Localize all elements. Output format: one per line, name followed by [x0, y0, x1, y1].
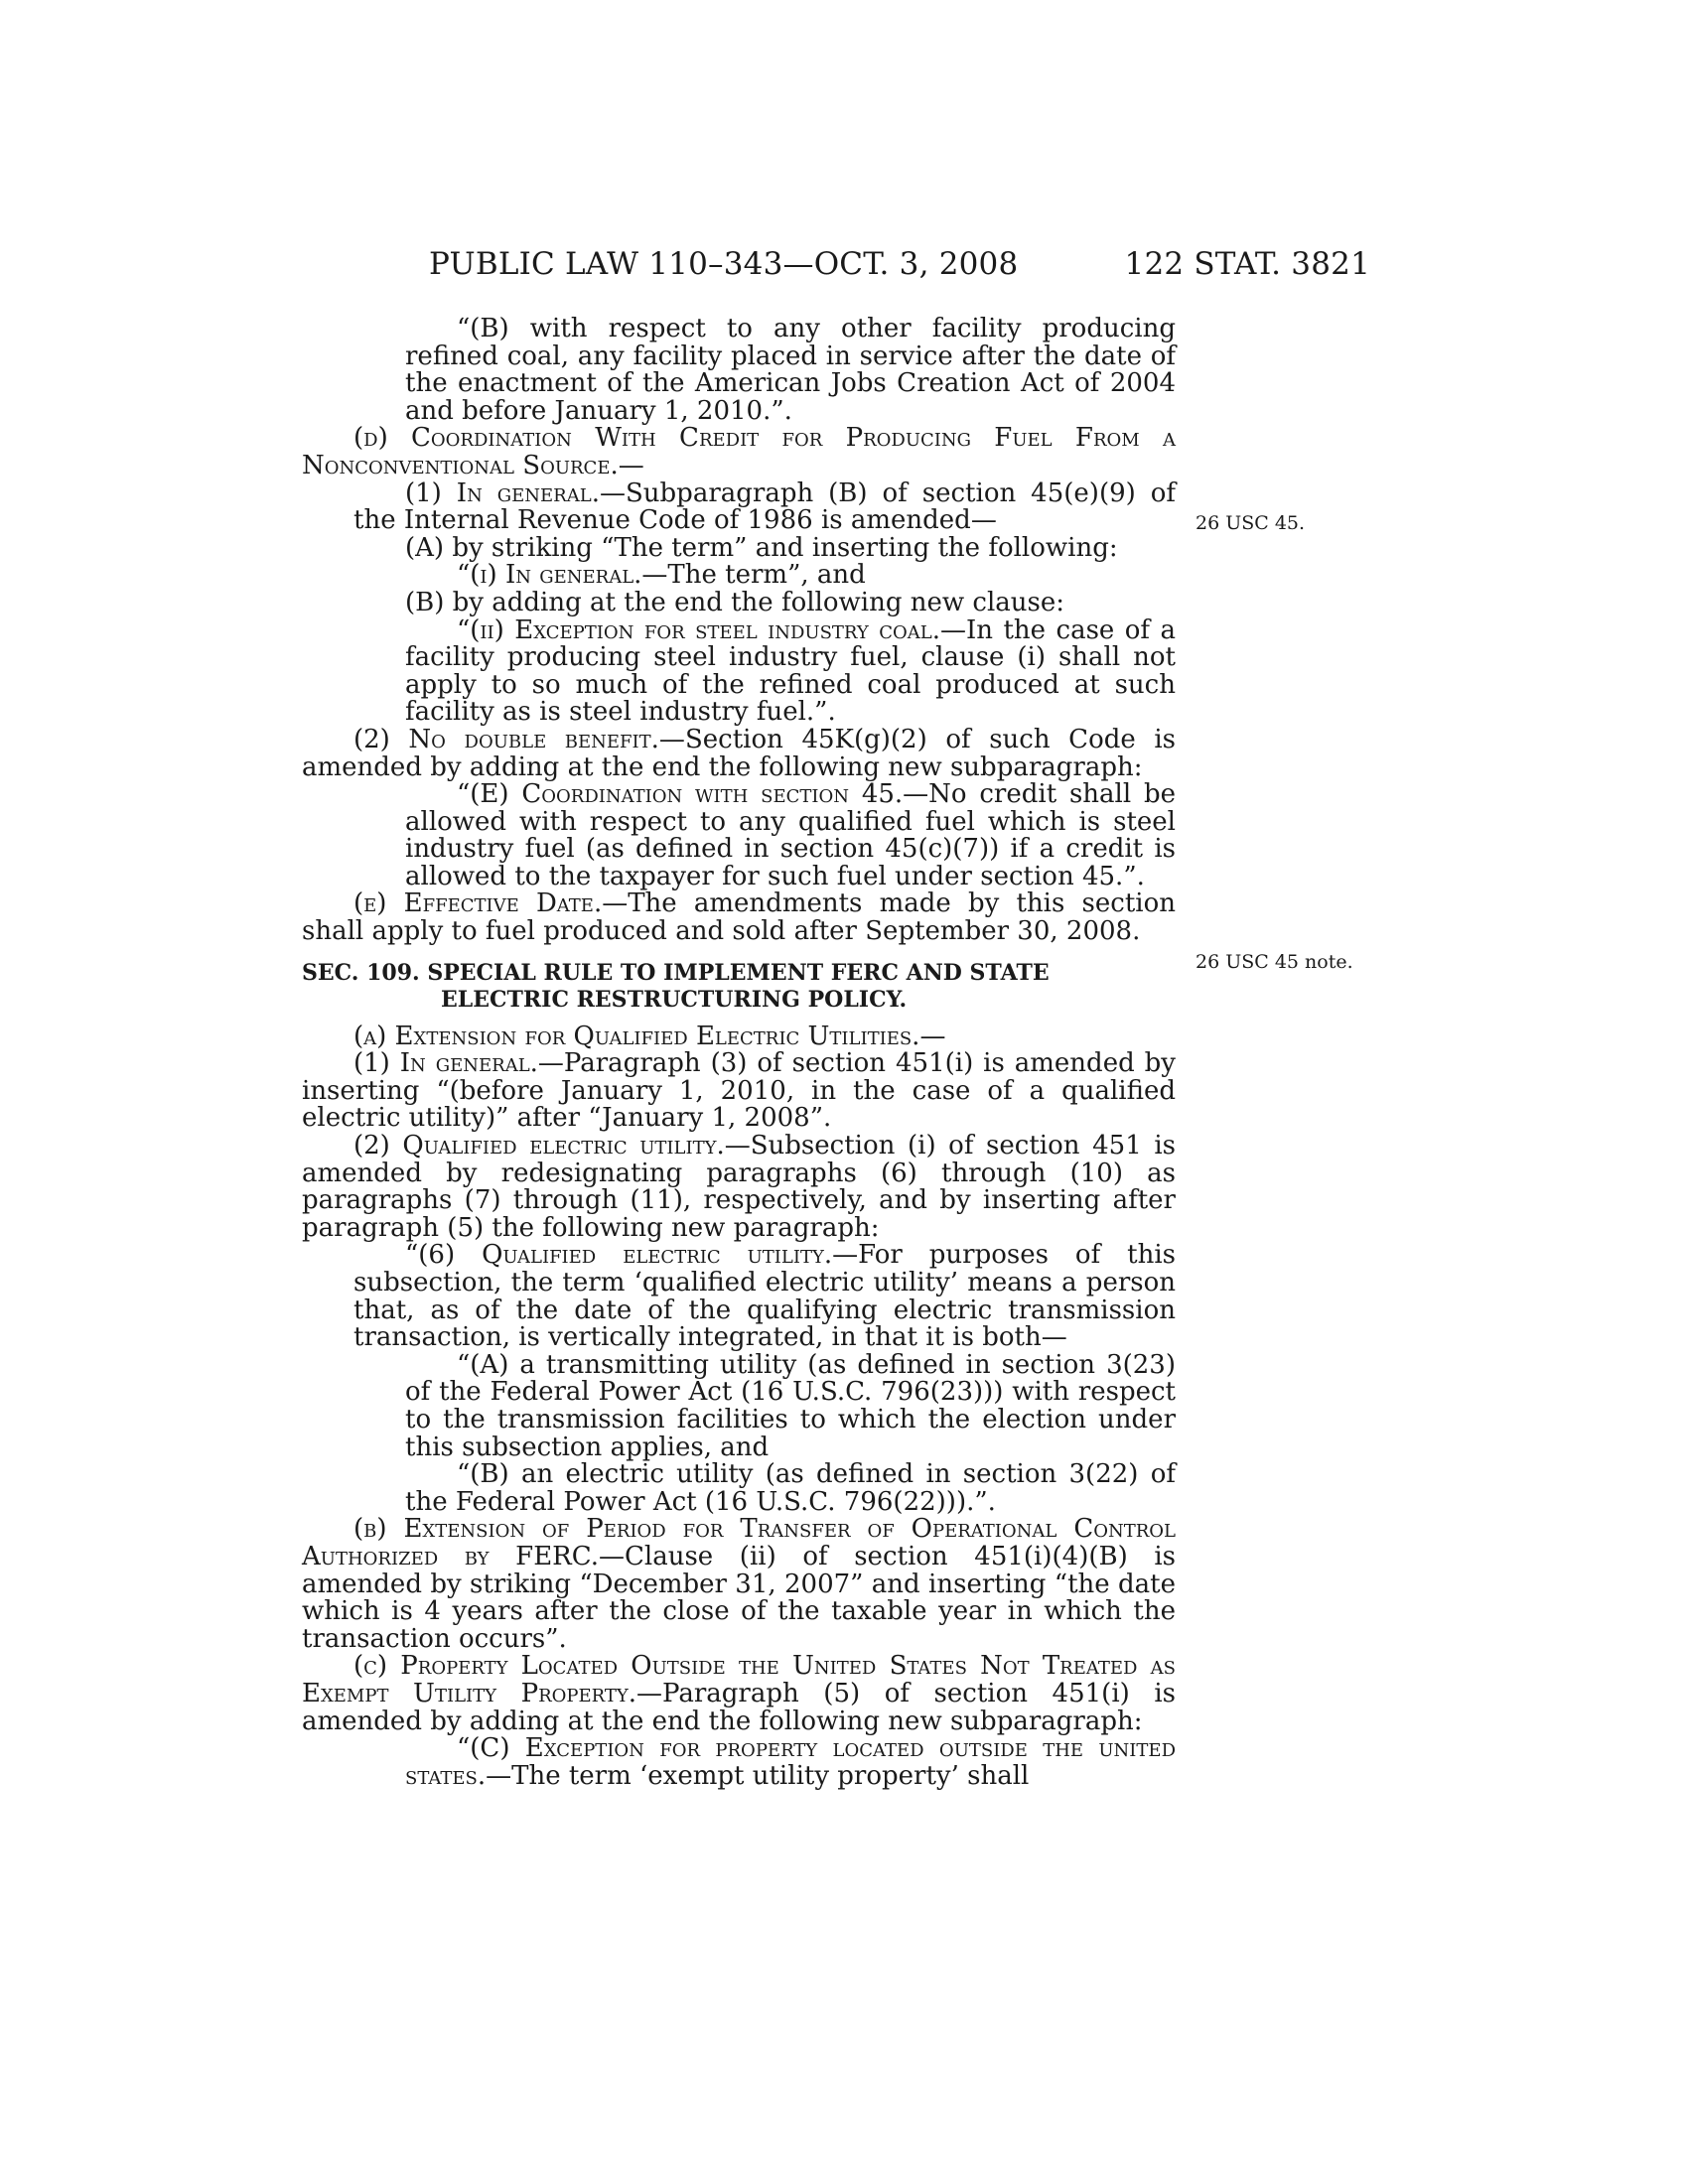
d2-heading: (2) No double benefit.—	[353, 724, 685, 754]
d1B-ii-text: In the case of a facility producing steel industry fuel, clause (i) shall not apply to so much of the refined coal produced at such facility as is steel industry fuel.”.	[405, 614, 1176, 728]
clause-d1A: (A) by striking “The term” and inserting the following:	[405, 532, 1118, 563]
subsection-c	[302, 1653, 1176, 1735]
cC-text: The term ‘exempt utility property’ shall	[511, 1760, 1030, 1791]
cC-heading: “(C) Exception for property located outside the united states.—	[405, 1733, 1176, 1791]
e-heading: (e) Effective Date.—	[353, 888, 629, 919]
e-text: The amendments made by this section shall apply to fuel produced and sold after September 30, 2008.	[302, 888, 1176, 947]
statute-page-number: 122 STAT. 3821	[1124, 246, 1370, 282]
public-law-citation: PUBLIC LAW 110–343—OCT. 3, 2008	[429, 246, 1019, 282]
d1B-ii-heading: “(ii) Exception for steel industry coal.—	[457, 614, 966, 645]
document-body	[302, 316, 1176, 1790]
section-109-heading: SEC. 109. SPECIAL RULE TO IMPLEMENT FERC AND STATE ELECTRIC RESTRUCTURING POLICY.	[302, 959, 1050, 1013]
d1-text: Subparagraph (B) of section 45(e)(9) of the Internal Revenue Code of 1986 is amended—	[353, 478, 1177, 536]
a2-text: Subsection (i) of section 451 is amended by redesignating paragraphs (6) through (10) as paragraphs (7) through (11), respectively, and by inserting after paragraph (5) the following new paragraph:	[302, 1131, 1176, 1243]
paragraph-d1	[302, 480, 1176, 535]
a6-text: For purposes of this subsection, the term ‘qualified electric utility’ means a person that, as of the date of the qualifying electric transmission transaction, is vertically integrated, in that it is both—	[353, 1240, 1176, 1353]
subparagraph-d2E	[302, 781, 1176, 890]
clause-d1B-ii	[302, 614, 1176, 728]
subsection-b	[302, 1516, 1176, 1653]
paragraph-B-refined-coal: “(B) with respect to any other facility producing refined coal, any facility placed in service after the date of the enactment of the American Jobs Creation Act of 2004 and before January 1, 2010.”.	[405, 314, 1176, 426]
paragraph-a2	[302, 1133, 1176, 1242]
paragraph-a6	[302, 1242, 1176, 1351]
clause-d1A-i	[302, 562, 1176, 590]
margin-note-26-usc-45-note: 26 USC 45 note.	[1196, 951, 1353, 973]
paragraph-a1	[302, 1050, 1176, 1133]
subsection-d-heading: (d) Coordination With Credit for Producing Fuel From a Nonconventional Source.—	[302, 423, 1176, 480]
subparagraph-a6B: “(B) an electric utility (as defined in section 3(22) of the Federal Power Act (16 U.S.C. 796(22))).”.	[405, 1459, 1176, 1517]
d1A-i-text: The term”, and	[667, 560, 866, 591]
c-heading: (c) Property Located Outside the United States Not Treated as Exempt Utility Property.—	[302, 1651, 1176, 1708]
paragraph-d2	[302, 724, 1177, 782]
d2E-text: No credit shall be allowed with respect to any qualified fuel which is steel industry fuel (as defined in section 45(c)(7)) if a credit is allowed to the taxpayer for such fuel under section 45.”.	[405, 779, 1176, 891]
a1-heading: (1) In general.—	[353, 1048, 564, 1079]
b-heading: (b) Extension of Period for Transfer of Operational Control Authorized by FERC.—	[302, 1514, 1176, 1571]
subsection-e	[302, 890, 1176, 945]
d2E-heading: “(E) Coordination with section 45.—	[457, 779, 929, 810]
c-text: Paragraph (5) of section 451(i) is amended by adding at the end the following new subparagraph:	[302, 1678, 1176, 1736]
a2-heading: (2) Qualified electric utility.—	[353, 1131, 751, 1161]
subsection-a-heading: (a) Extension for Qualified Electric Utilities.—	[353, 1021, 946, 1051]
margin-note-26-usc-45: 26 USC 45.	[1196, 512, 1306, 534]
subparagraph-a6A: “(A) a transmitting utility (as defined in section 3(23) of the Federal Power Act (16 U.S.C. 796(23))) with respect to the transmission facilities to which the election under this subsection applies, and	[405, 1349, 1176, 1462]
d1A-i-heading: “(i) In general.—	[457, 560, 668, 591]
page-header	[429, 246, 1370, 290]
b-text: Clause (ii) of section 451(i)(4)(B) is amended by striking “December 31, 2007” and inserting “the date which is 4 years after the close of the taxable year in which the transaction occurs”.	[302, 1541, 1176, 1654]
d2-text: Section 45K(g)(2) of such Code is amended by adding at the end the following new subparagraph:	[302, 724, 1177, 782]
clause-d1B: (B) by adding at the end the following new clause:	[405, 587, 1065, 617]
a1-text: Paragraph (3) of section 451(i) is amended by inserting “(before January 1, 2010, in the case of a qualified electric utility)” after “January 1, 2008”.	[302, 1048, 1176, 1134]
d1-heading: (1) In general.—	[405, 478, 626, 508]
subparagraph-cC	[302, 1735, 1176, 1790]
a6-heading: “(6) Qualified electric utility.—	[405, 1240, 859, 1271]
